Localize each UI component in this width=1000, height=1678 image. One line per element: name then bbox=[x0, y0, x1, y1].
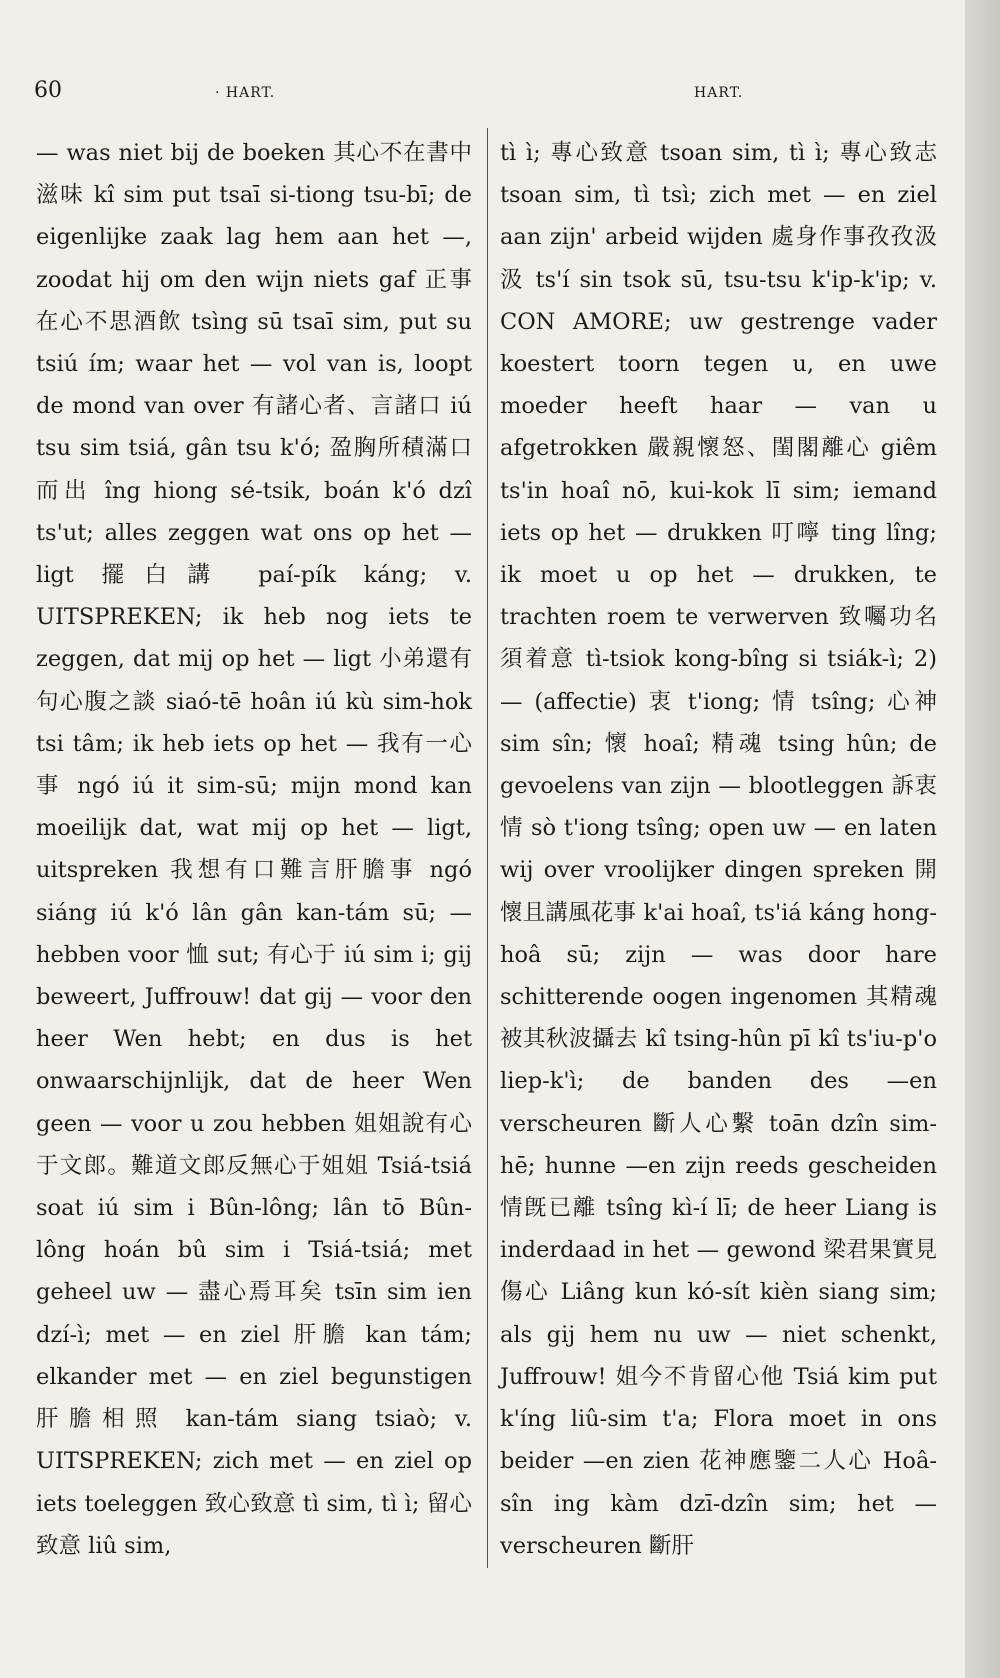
page-edge-shadow bbox=[965, 0, 1000, 1678]
running-head-left: · HART. bbox=[215, 85, 276, 101]
left-column bbox=[36, 132, 472, 1567]
column-divider bbox=[487, 128, 488, 1568]
running-head-right: HART. bbox=[694, 85, 744, 101]
right-column-text: tì ì; 專心致意 tsoan sim, tì ì; 專心致志 tsoan sim, tì tsì; zich met — en ziel aan zijn' arbeid wijden 處身作事孜孜汲汲 ts'í sin tsok sū, tsu-tsu k'ip-k'ip; v. CON AMORE; uw gestrenge vader koestert toorn tegen u, en uwe moeder heeft haar — van u afgetrokken 嚴親懷怒、閨閣離心 giêm ts'in hoaî nō, kui-kok lī sim; iemand iets op het — drukken 叮嚀 ting lîng; ik moet u op het — drukken, te trachten roem te verwerven 致囑功名須着意 tì-tsiok kong-bîng si tsiák-ì; 2) — (affectie) 衷 t'iong; 情 tsîng; 心神 sim sîn; 懷 hoaî; 精魂 tsing hûn; de gevoelens van zijn — blootleggen 訴衷情 sò t'iong tsîng; open uw — en laten wij over vroolijker dingen spreken 開懷且講風花事 k'ai hoaî, ts'iá káng hong-hoâ sū; zijn — was door hare schitterende oogen ingenomen 其精魂被其秋波攝去 kî tsing-hûn pī kî ts'iu-p'o liep-k'ì; de banden des —en verscheuren 斷人心繫 toān dzîn sim-hē; hunne —en zijn reeds gescheiden 情旣已離 tsîng kì-í lī; de heer Liang is inderdaad in het — gewond 梁君果實見傷心 Liâng kun kó-sít kièn siang sim; als gij hem nu uw — niet schenkt, Juffrouw! 姐今不肯留心他 Tsiá kim put k'íng liû-sim t'a; Flora moet in ons beider —en zien 花神應鑒二人心 Hoâ-sîn ing kàm dzī-dzîn sim; het — verscheuren 斷肝 bbox=[500, 140, 937, 1559]
page-number: 60 bbox=[34, 78, 62, 103]
left-column-text: — was niet bij de boeken 其心不在書中滋味 kî sim put tsaī si-tiong tsu-bī; de eigenlijke zaak lag hem aan het —, zoodat hij om den wijn niets gaf 正事在心不思酒飲 tsìng sū tsaī sim, put su tsiú ím; waar het — vol van is, loopt de mond van over 有諸心者、言諸口 iú tsu sim tsiá, gân tsu k'ó; 盈胸所積滿口而出 îng hiong sé-tsik, boán k'ó dzî ts'ut; alles zeggen wat ons op het — ligt 擺白講 paí-pík káng; v. UITSPREKEN; ik heb nog iets te zeggen, dat mij op het — ligt 小弟還有句心腹之談 siaó-tē hoân iú kù sim-hok tsi tâm; ik heb iets op het — 我有一心事 ngó iú it sim-sū; mijn mond kan moeilijk dat, wat mij op het — ligt, uitspreken 我想有口難言肝膽事 ngó siáng iú k'ó lân gân kan-tám sū; — hebben voor 恤 sut; 有心于 iú sim i; gij beweert, Juffrouw! dat gij — voor den heer Wen hebt; en dus is het onwaarschijnlijk, dat de heer Wen geen — voor u zou hebben 姐姐說有心于文郎。難道文郎反無心于姐姐 Tsiá-tsiá soat iú sim i Bûn-lông; lân tō Bûn-lông hoán bû sim i Tsiá-tsiá; met geheel uw — 盡心焉耳矣 tsīn sim ien dzí-ì; met — en ziel 肝膽 kan tám; elkander met — en ziel begunstigen 肝膽相照 kan-tám siang tsiaò; v. UITSPREKEN; zich met — en ziel op iets toeleggen 致心致意 tì sim, tì ì; 留心致意 liû sim, bbox=[36, 140, 472, 1559]
right-column bbox=[500, 132, 937, 1567]
